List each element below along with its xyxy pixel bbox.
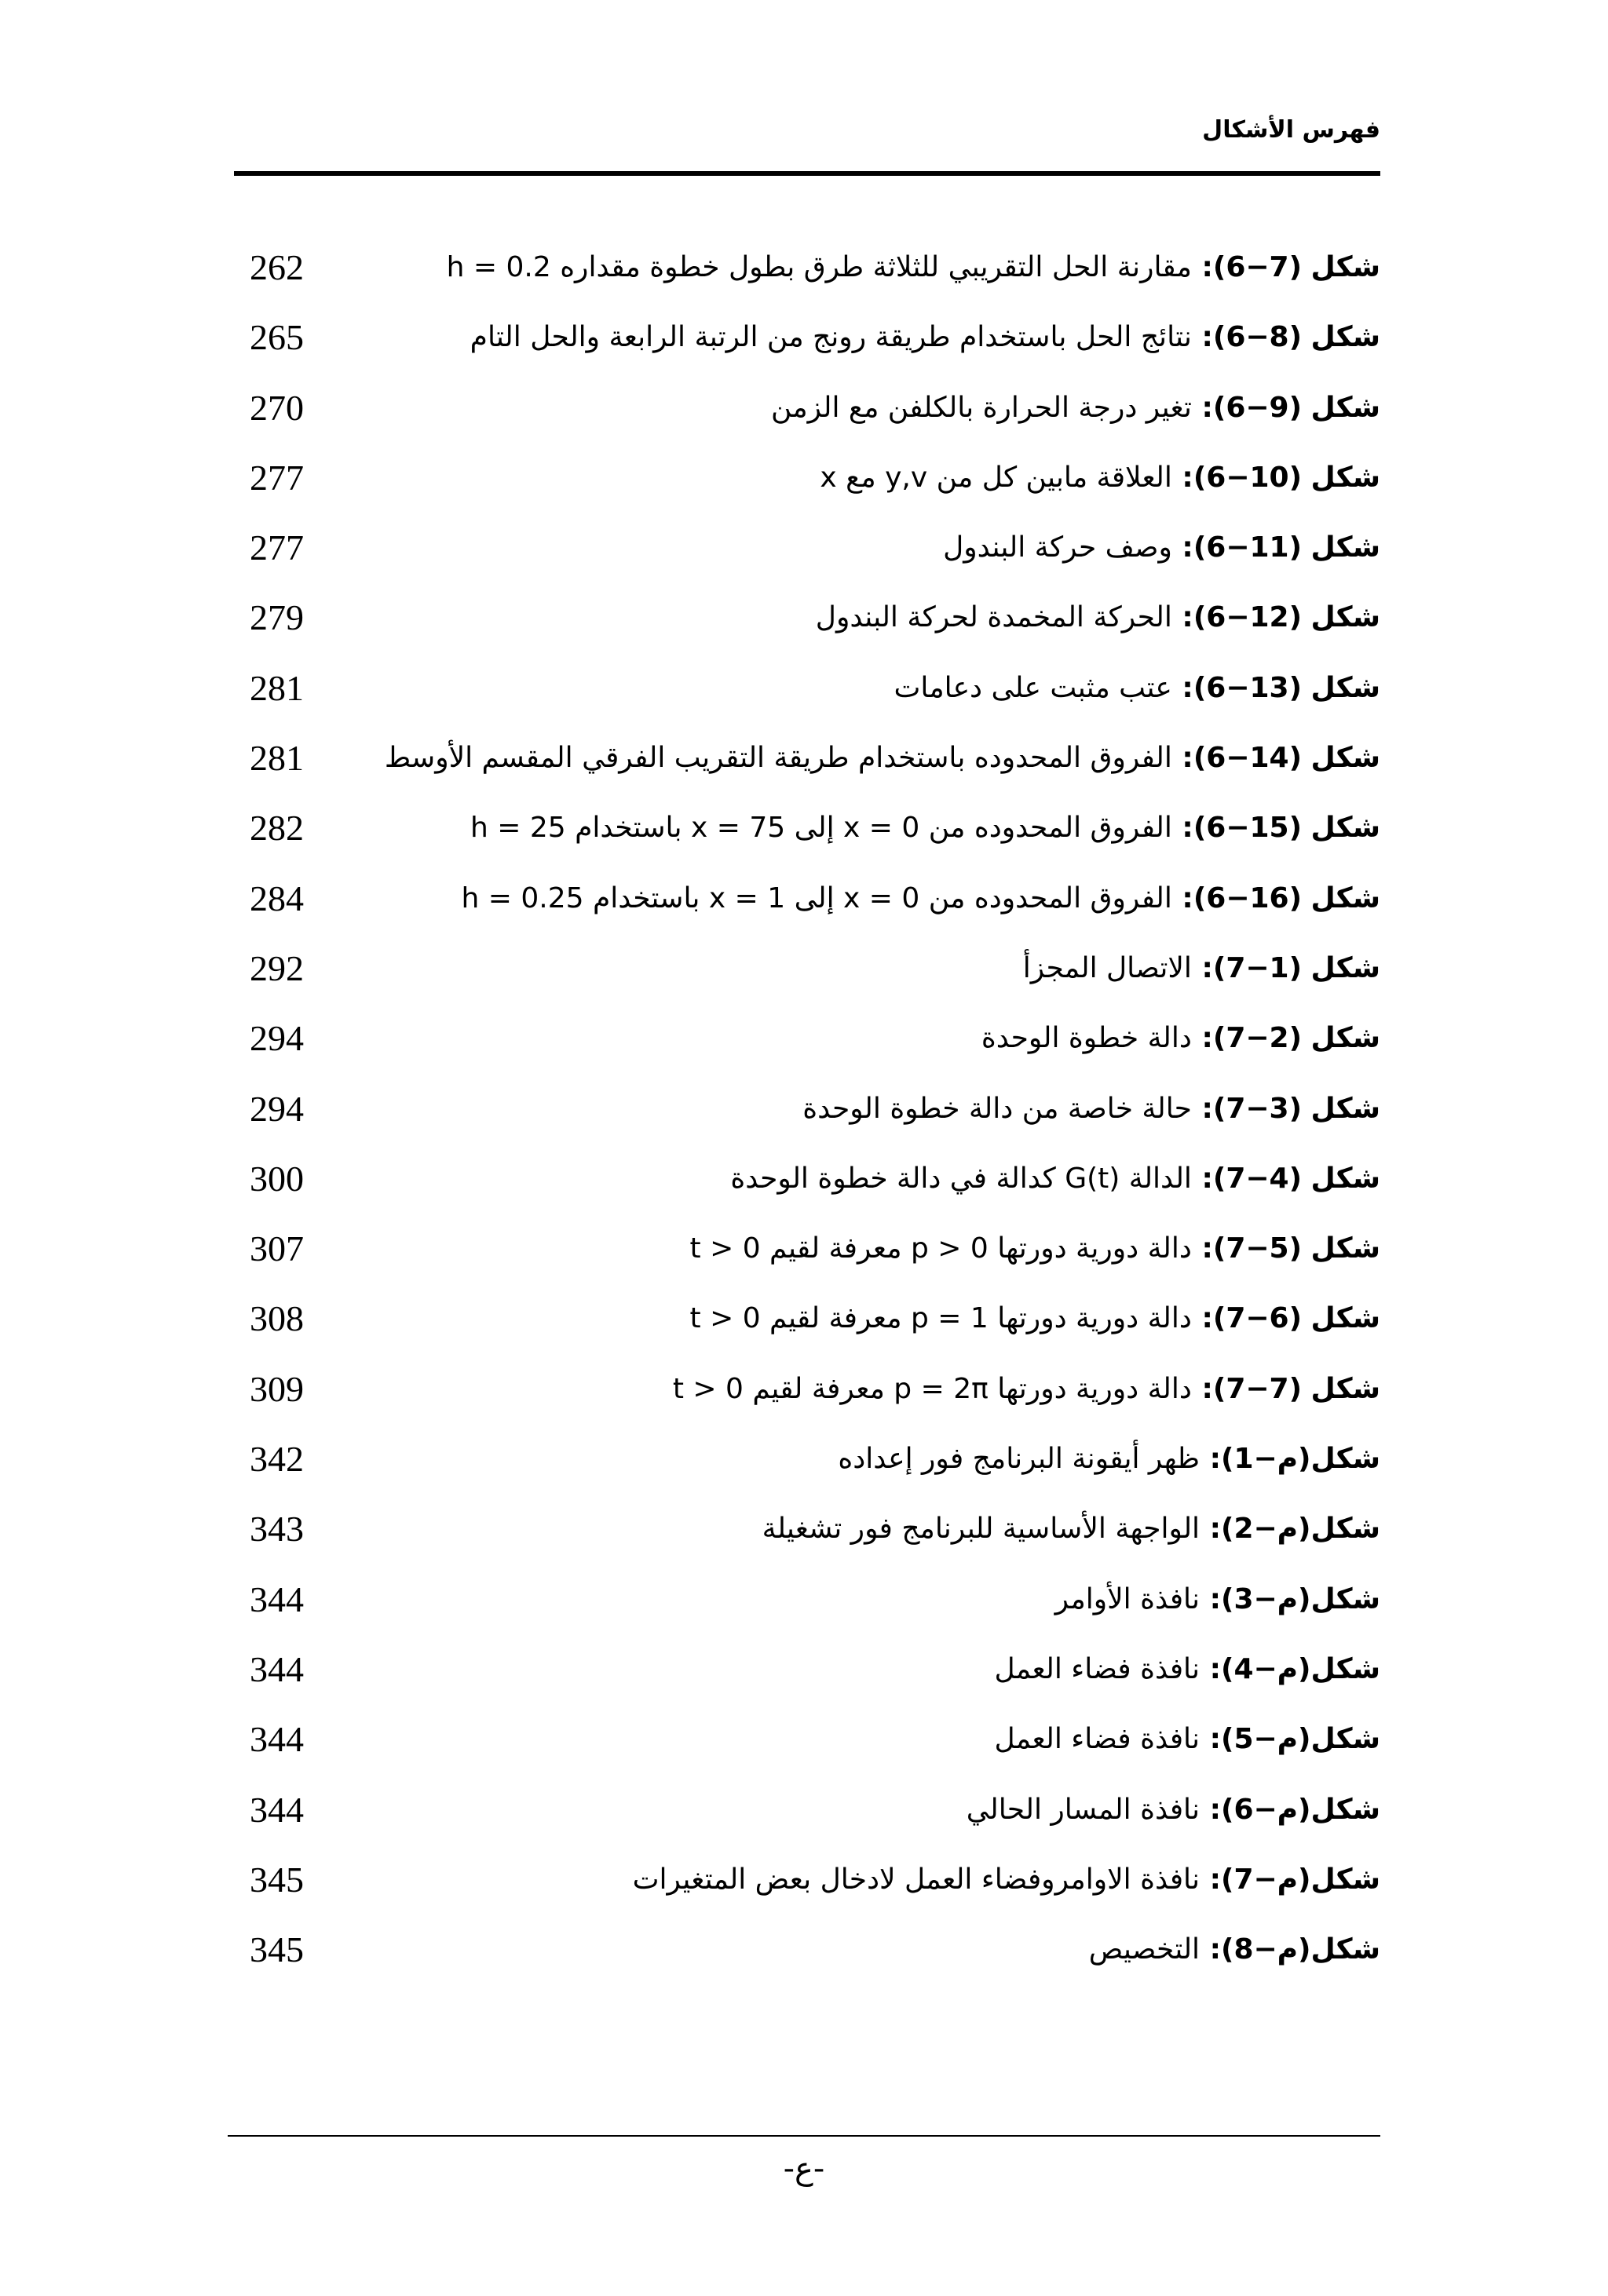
entry-number: (15−6) (1193, 812, 1303, 845)
entry-number: (م−6) (1220, 1793, 1311, 1826)
list-item (0, 232, 1608, 302)
entry-label: شكل (1310, 1022, 1380, 1055)
entry-label: شكل (1310, 391, 1380, 424)
entry-page-number: 292 (250, 947, 304, 988)
entry-page-number: 307 (250, 1228, 304, 1269)
header-divider (234, 171, 1380, 176)
entry-page-number: 342 (250, 1439, 304, 1480)
list-item (0, 653, 1608, 723)
entry-label: شكل (1310, 1372, 1380, 1405)
list-item (0, 1424, 1608, 1494)
entry-title: نافذة الأوامر (1054, 1582, 1201, 1615)
entry-label: شكل (1310, 601, 1380, 634)
list-item (0, 1003, 1608, 1073)
entry-caption: شكل (5−7): دالة دورية دورتها p > 0 معرفة لقيم t > 0 (689, 1232, 1380, 1265)
list-item (0, 1915, 1608, 1984)
list-item (0, 933, 1608, 1003)
entry-label: شكل (1310, 951, 1380, 984)
entry-number: (1−7) (1212, 951, 1303, 984)
footer-page-number: -ع- (783, 2151, 825, 2187)
list-item (0, 582, 1608, 652)
entry-label: شكل (1310, 1863, 1380, 1896)
entry-title: العلاقة مابين كل من y,v مع x (820, 461, 1172, 494)
entry-title: وصف حركة البندول (943, 531, 1172, 564)
entry-number: (5−7) (1212, 1232, 1303, 1265)
entry-number: (م−3) (1220, 1582, 1311, 1615)
entry-page-number: 344 (250, 1579, 304, 1619)
entry-caption: شكل (8−6): نتائج الحل باستخدام طريقة رونج من الرتبة الرابعة والحل التام (470, 321, 1380, 354)
entry-caption: شكل (13−6): عتب مثبت على دعامات (894, 671, 1380, 704)
entry-label: شكل (1310, 461, 1380, 494)
list-item (0, 1494, 1608, 1564)
list-item (0, 513, 1608, 582)
entry-title: نافذة فضاء العمل (994, 1652, 1201, 1685)
entry-page-number: 265 (250, 317, 304, 358)
list-item (0, 1634, 1608, 1704)
entry-page-number: 279 (250, 597, 304, 638)
entry-label: شكل (1310, 671, 1380, 704)
entry-page-number: 281 (250, 738, 304, 779)
list-item (0, 1214, 1608, 1283)
entry-title: الفروق المحدوده من x = 0 إلى x = 75 باستخدام h = 25 (470, 812, 1172, 845)
entry-label: شكل (1310, 1232, 1380, 1265)
entry-title: نافذة الاوامروفضاء العمل لادخال بعض المتغيرات (632, 1863, 1201, 1896)
list-item (0, 443, 1608, 513)
entry-title: دالة دورية دورتها p = 1 معرفة لقيم t > 0 (689, 1302, 1192, 1335)
list-item (0, 1074, 1608, 1144)
entry-title: تغير درجة الحرارة بالكلفن مع الزمن (770, 391, 1192, 424)
entry-page-number: 345 (250, 1929, 304, 1970)
entry-label: شكل (1310, 1302, 1380, 1335)
entry-caption: شكل (7−6): مقارنة الحل التقريبي للثلاثة طرق بطول خطوة مقداره h = 0.2 (446, 251, 1380, 283)
entry-label: شكل (1310, 1092, 1380, 1125)
entry-label: شكل (1310, 742, 1380, 775)
entry-title: الفروق المحدوده من x = 0 إلى x = 1 باستخدام h = 0.25 (461, 882, 1172, 914)
entry-number: (2−7) (1212, 1022, 1303, 1055)
entry-number: (6−7) (1212, 1302, 1303, 1335)
entry-caption: شكل (7−7): دالة دورية دورتها p = 2π معرفة لقيم t > 0 (672, 1372, 1380, 1405)
entry-number: (م−1) (1220, 1443, 1311, 1476)
entry-label: شكل (1310, 531, 1380, 564)
list-item (0, 793, 1608, 863)
list-item (0, 1564, 1608, 1634)
entry-caption: شكل (16−6): الفروق المحدوده من x = 0 إلى x = 1 باستخدام h = 0.25 (461, 882, 1380, 914)
entry-label: شكل (1310, 321, 1380, 354)
entry-number: (11−6) (1193, 531, 1303, 564)
entry-caption: شكل(م−6): نافذة المسار الحالي (966, 1793, 1380, 1826)
entry-caption: شكل (14−6): الفروق المحدوده باستخدام طريقة التقريب الفرقي المقسم الأوسط (384, 742, 1380, 775)
entry-page-number: 309 (250, 1368, 304, 1409)
entry-label: شكل (1310, 1723, 1380, 1756)
entry-number: (م−2) (1220, 1513, 1311, 1546)
entry-page-number: 262 (250, 247, 304, 287)
entry-caption: شكل(م−7): نافذة الاوامروفضاء العمل لادخال بعض المتغيرات (632, 1863, 1380, 1896)
entry-caption: شكل (10−6): العلاقة مابين كل من y,v مع x (820, 461, 1380, 494)
list-item (0, 1704, 1608, 1774)
entry-number: (م−8) (1220, 1933, 1311, 1966)
entry-label: شكل (1310, 1652, 1380, 1685)
entry-label: شكل (1310, 1443, 1380, 1476)
entry-caption: شكل (3−7): حالة خاصة من دالة خطوة الوحدة (802, 1092, 1380, 1125)
entry-number: (م−7) (1220, 1863, 1311, 1896)
entry-title: ظهر أيقونة البرنامج فور إعداده (838, 1443, 1201, 1476)
entry-number: (10−6) (1193, 461, 1303, 494)
entry-label: شكل (1310, 882, 1380, 914)
list-item (0, 302, 1608, 372)
entry-label: شكل (1310, 1513, 1380, 1546)
list-item (0, 863, 1608, 933)
list-item (0, 373, 1608, 443)
entry-title: دالة دورية دورتها p = 2π معرفة لقيم t > 0 (672, 1372, 1192, 1405)
entry-number: (14−6) (1193, 742, 1303, 775)
entry-caption: شكل (2−7): دالة خطوة الوحدة (981, 1022, 1380, 1055)
entry-page-number: 294 (250, 1018, 304, 1059)
entry-page-number: 343 (250, 1509, 304, 1550)
entry-number: (9−6) (1212, 391, 1303, 424)
entry-caption: شكل(م−1): ظهر أيقونة البرنامج فور إعداده (838, 1443, 1380, 1476)
entry-page-number: 308 (250, 1298, 304, 1339)
entry-number: (م−5) (1220, 1723, 1311, 1756)
list-item (0, 1144, 1608, 1214)
entry-caption: شكل (12−6): الحركة المخمدة لحركة البندول (815, 601, 1380, 634)
entry-caption: شكل (9−6): تغير درجة الحرارة بالكلفن مع الزمن (770, 391, 1380, 424)
entry-number: (8−6) (1212, 321, 1303, 354)
entry-title: نافذة المسار الحالي (966, 1793, 1201, 1826)
entry-number: (16−6) (1193, 882, 1303, 914)
entry-number: (13−6) (1193, 671, 1303, 704)
entry-page-number: 345 (250, 1859, 304, 1900)
entry-page-number: 344 (250, 1789, 304, 1830)
entry-page-number: 284 (250, 878, 304, 918)
entry-caption: شكل(م−3): نافذة الأوامر (1054, 1582, 1380, 1615)
entry-number: (7−6) (1212, 251, 1303, 283)
entry-number: (م−4) (1220, 1652, 1311, 1685)
list-item (0, 1283, 1608, 1353)
entry-label: شكل (1310, 1582, 1380, 1615)
entry-caption: شكل(م−4): نافذة فضاء العمل (994, 1652, 1380, 1685)
entry-title: عتب مثبت على دعامات (894, 671, 1172, 704)
entry-title: نتائج الحل باستخدام طريقة رونج من الرتبة الرابعة والحل التام (470, 321, 1192, 354)
entry-title: الفروق المحدوده باستخدام طريقة التقريب الفرقي المقسم الأوسط (384, 742, 1172, 775)
entry-caption: شكل (1−7): الاتصال المجزأ (1022, 951, 1380, 984)
entry-page-number: 344 (250, 1719, 304, 1760)
entry-page-number: 281 (250, 667, 304, 708)
entry-number: (7−7) (1212, 1372, 1303, 1405)
entry-caption: شكل (4−7): الدالة G(t) كدالة في دالة خطوة الوحدة (730, 1162, 1380, 1195)
entry-page-number: 277 (250, 457, 304, 498)
entry-number: (4−7) (1212, 1162, 1303, 1195)
list-item (0, 1845, 1608, 1915)
entry-title: الواجهة الأساسية للبرنامج فور تشغيلة (762, 1513, 1201, 1546)
footer-divider (228, 2135, 1380, 2137)
entry-title: دالة دورية دورتها p > 0 معرفة لقيم t > 0 (689, 1232, 1192, 1265)
entry-title: نافذة فضاء العمل (994, 1723, 1201, 1756)
entry-label: شكل (1310, 812, 1380, 845)
list-item (0, 723, 1608, 793)
entry-label: شكل (1310, 1162, 1380, 1195)
entry-title: دالة خطوة الوحدة (981, 1022, 1192, 1055)
entry-page-number: 294 (250, 1088, 304, 1129)
list-item (0, 1775, 1608, 1845)
page-header-title: فهرس الأشكال (1202, 116, 1380, 144)
entry-caption: شكل (6−7): دالة دورية دورتها p = 1 معرفة لقيم t > 0 (689, 1302, 1380, 1335)
entry-page-number: 270 (250, 387, 304, 428)
entry-label: شكل (1310, 1933, 1380, 1966)
entry-page-number: 300 (250, 1158, 304, 1199)
entry-label: شكل (1310, 1793, 1380, 1826)
entry-number: (3−7) (1212, 1092, 1303, 1125)
entry-title: مقارنة الحل التقريبي للثلاثة طرق بطول خطوة مقداره h = 0.2 (446, 251, 1192, 283)
entry-caption: شكل(م−2): الواجهة الأساسية للبرنامج فور تشغيلة (762, 1513, 1380, 1546)
entry-title: الحركة المخمدة لحركة البندول (815, 601, 1172, 634)
entry-page-number: 344 (250, 1648, 304, 1689)
list-item (0, 1354, 1608, 1424)
entry-page-number: 282 (250, 808, 304, 849)
entry-title: حالة خاصة من دالة خطوة الوحدة (802, 1092, 1192, 1125)
entry-title: الاتصال المجزأ (1022, 951, 1192, 984)
figure-index-list (0, 232, 1608, 1984)
entry-title: الدالة G(t) كدالة في دالة خطوة الوحدة (730, 1162, 1192, 1195)
entry-caption: شكل (15−6): الفروق المحدوده من x = 0 إلى x = 75 باستخدام h = 25 (470, 812, 1380, 845)
entry-caption: شكل (11−6): وصف حركة البندول (943, 531, 1380, 564)
entry-caption: شكل(م−8): التخصيص (1088, 1933, 1380, 1966)
entry-caption: شكل(م−5): نافذة فضاء العمل (994, 1723, 1380, 1756)
entry-title: التخصيص (1088, 1933, 1201, 1966)
entry-number: (12−6) (1193, 601, 1303, 634)
entry-page-number: 277 (250, 527, 304, 568)
entry-label: شكل (1310, 251, 1380, 283)
